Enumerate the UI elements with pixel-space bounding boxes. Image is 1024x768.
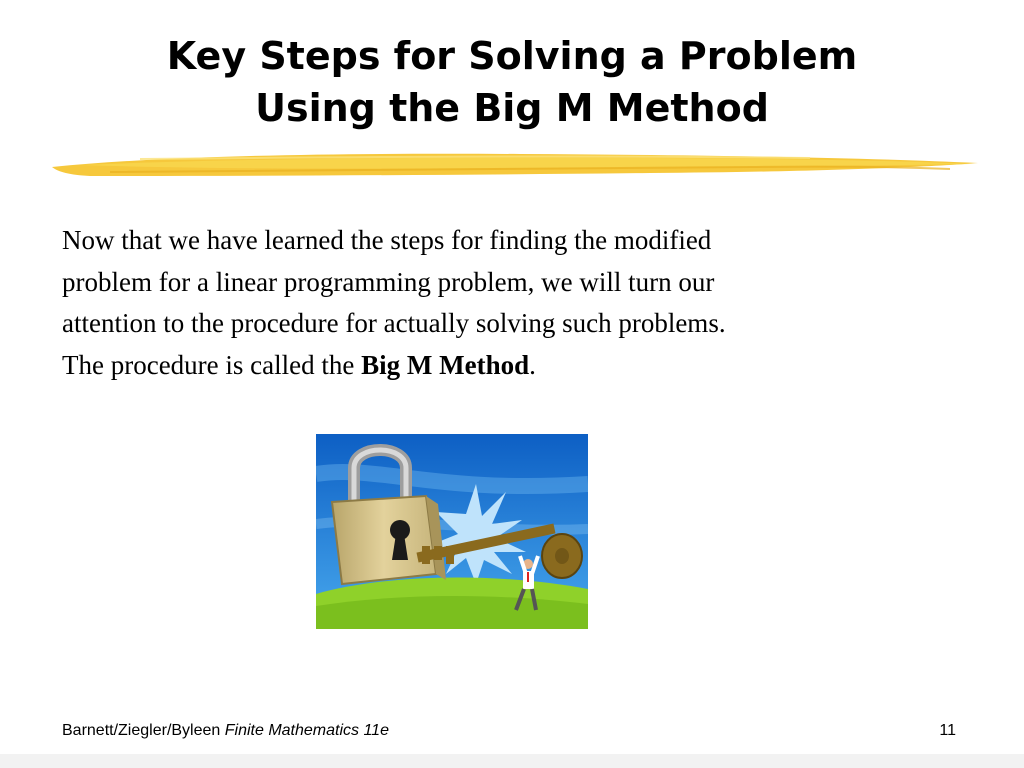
footer-book-title: Finite Mathematics 11e [224,722,389,739]
big-m-method-term: Big M Method [361,349,530,380]
title-line-2: Using the Big M Method [255,86,769,130]
page-number: 11 [939,722,956,739]
title-line-1: Key Steps for Solving a Problem [166,34,858,78]
slide-title [60,30,964,134]
footer-authors: Barnett/Ziegler/Byleen [62,722,225,739]
body-line-3: attention to the procedure for actually solving such problems. [62,308,726,338]
body-line-2: problem for a linear programming problem, we will turn our [62,266,715,297]
yellow-brush-stroke-divider [50,145,980,185]
bottom-band [0,754,1024,768]
body-line-4-prefix: The procedure is called the [62,349,362,380]
body-paragraph [62,220,942,386]
body-line-4-suffix: . [529,349,536,380]
padlock-key-clipart-image [316,434,588,629]
footer-citation [62,722,389,740]
body-line-1: Now that we have learned the steps for finding the modified [62,225,712,255]
